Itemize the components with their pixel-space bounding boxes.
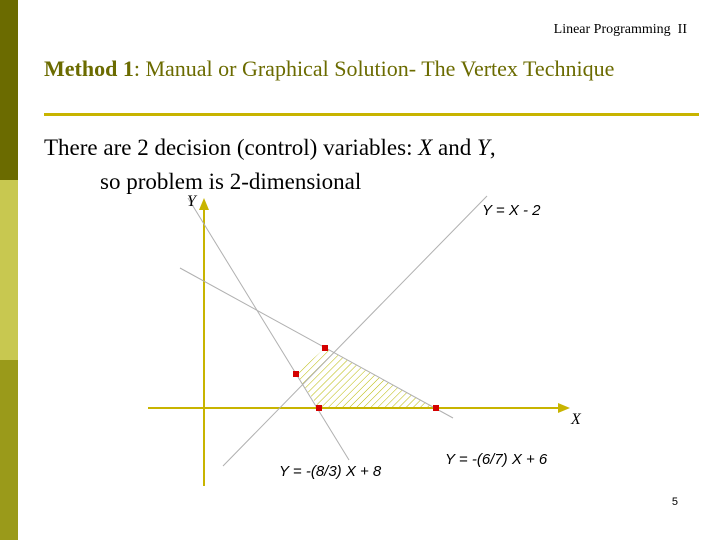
vertex-point <box>322 345 328 351</box>
y-axis-arrowhead <box>199 198 209 210</box>
constraint-line-slope-neg-8-3 <box>188 198 349 460</box>
y-axis-label: Y <box>187 193 196 210</box>
page-number: 5 <box>671 496 678 508</box>
constraint-line-y-eq-x-minus-2 <box>223 196 487 466</box>
body-line2: so problem is 2-dimensional <box>100 169 362 194</box>
body-var-y: Y <box>477 135 490 160</box>
vertex-point <box>433 405 439 411</box>
header-label: Linear Programming II <box>553 22 687 37</box>
line-label-slope-neg-8-3: Y = -(8/3) X + 8 <box>279 463 382 480</box>
title-rest: : Manual or Graphical Solution- The Vertex Technique <box>133 56 615 81</box>
title-bold: Method 1 <box>44 56 134 81</box>
vertex-point <box>316 405 322 411</box>
vertex-point <box>293 371 299 377</box>
feasible-region <box>296 348 436 408</box>
body-var-x: X <box>418 135 433 160</box>
line-label-slope-neg-6-7: Y = -(6/7) X + 6 <box>445 451 548 468</box>
body-line1-pre: There are 2 decision (control) variables: <box>44 135 419 160</box>
body-line1-post: , <box>489 135 496 160</box>
x-axis-label: X <box>571 411 581 428</box>
body-line1-mid: and <box>432 135 478 160</box>
x-axis-arrowhead <box>558 403 570 413</box>
line-label-y-eq-x-minus-2: Y = X - 2 <box>482 202 541 219</box>
